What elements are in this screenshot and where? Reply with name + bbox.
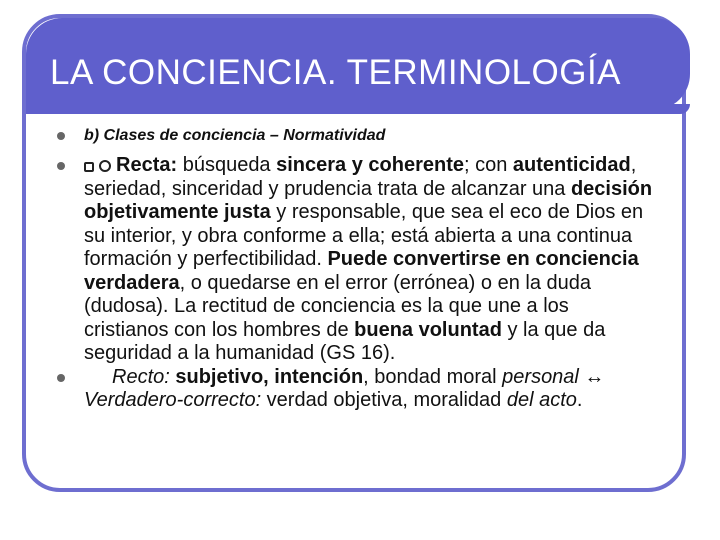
recto-label: Recto: — [112, 365, 170, 388]
bold-span: buena voluntad — [354, 318, 502, 341]
bold-span: subjetivo, intención — [169, 365, 364, 388]
text-span: , bondad moral — [363, 365, 503, 388]
text-span: . — [576, 389, 583, 411]
text-span: , seriedad, sinceridad y prudencia trata de alcanzar una — [84, 154, 637, 200]
bullet-heading — [56, 126, 656, 146]
bullet-recto — [56, 366, 656, 413]
italic-span: personal ↔ Verdadero-correcto: — [84, 365, 605, 411]
bullet-dot-icon — [57, 374, 65, 382]
text-span: , o quedarse en el error (errónea) o en la duda (dudosa). La rectitud de conciencia es la que une a los cristianos con los hombres de — [84, 271, 591, 341]
bold-span: autenticidad — [512, 154, 631, 176]
slide-content — [56, 126, 656, 413]
circle-bullet-icon — [99, 160, 111, 172]
italic-span: del acto — [506, 389, 577, 411]
text-span: verdad objetiva, moralidad — [261, 389, 507, 411]
text-span: y la que da seguridad a la humanidad (GS 16). — [84, 318, 606, 364]
text-span: ; con — [464, 154, 513, 176]
checkbox-square-icon — [84, 162, 94, 172]
recta-label: Recta: — [116, 154, 178, 176]
heading-text: b) Clases de conciencia – Normatividad — [84, 127, 386, 144]
text-span: y responsable, que sea el eco de Dios en su interior, y obra conforme a ella; está abierta a una continua formación y perfectibilidad. — [84, 201, 644, 270]
bullet-dot-icon — [57, 162, 65, 170]
bullet-dot-icon — [57, 132, 65, 140]
bold-span: sincera y coherente — [276, 154, 464, 176]
bullet-recta — [56, 154, 656, 366]
slide-title: LA CONCIENCIA. TERMINOLOGÍA — [50, 53, 622, 92]
text-span: búsqueda — [177, 154, 277, 176]
bold-span: Puede convertirse en conciencia verdadera — [84, 248, 639, 294]
title-bar — [26, 18, 690, 110]
bold-span: decisión objetivamente justa — [84, 177, 653, 223]
